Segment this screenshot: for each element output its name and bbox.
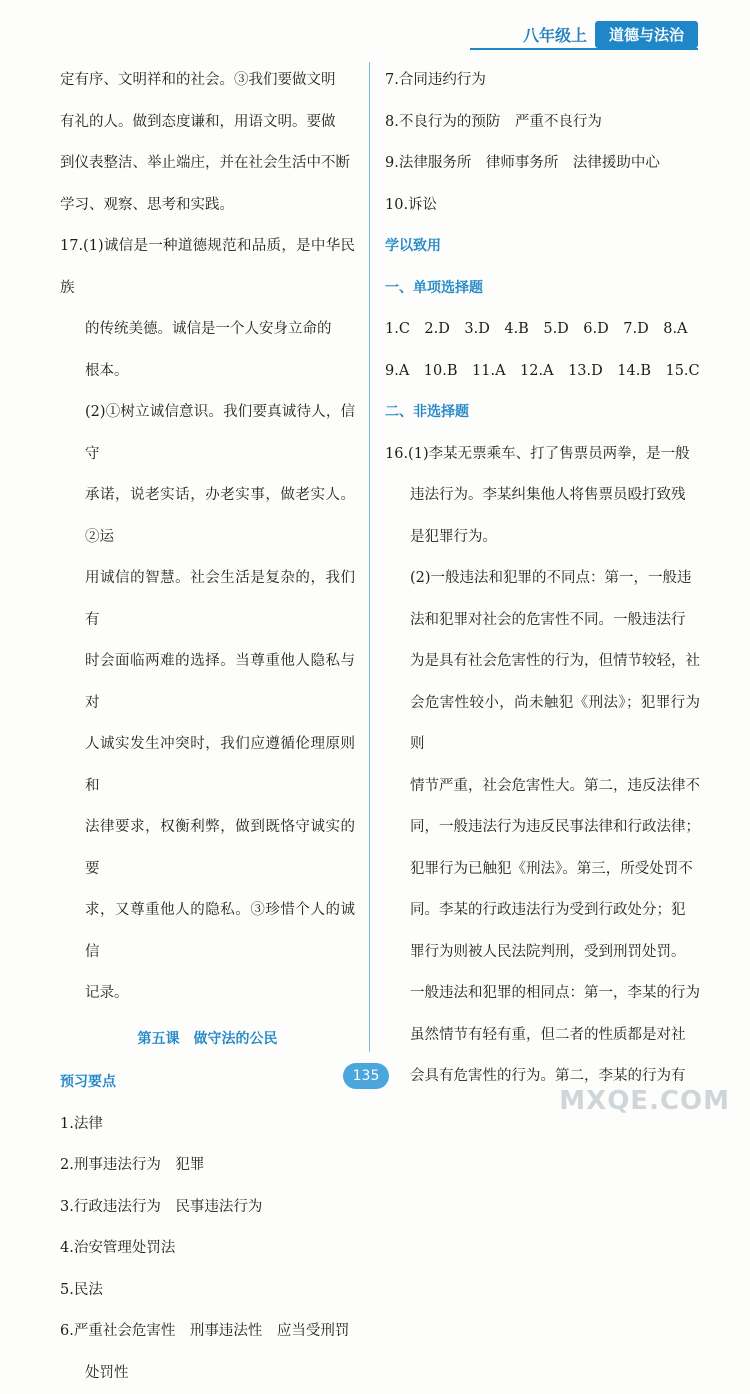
list-item: 3.行政违法行为 民事违法行为 [60,1187,355,1229]
answer-17-part2: (2)①树立诚信意识。我们要真诚待人，信守 承诺，说老实话，办老实事，做老实人。②运 用诚信的智慧。社会生活是复杂的，我们有 时会面临两难的选择。当尊重他人隐私与对 人诚实发生冲突时，我们应遵循伦理原则和 法律要求，权衡利弊，做到既恪守诚实的要 求，又尊重他人的隐私。③珍惜个人的诚信 记录。 [60,392,355,1015]
list-item: 8.不良行为的预防 严重不良行为 [385,102,700,144]
subheading-single-choice: 一、单项选择题 [385,268,700,310]
list-item: 6.严重社会危害性 刑事违法性 应当受刑罚 [60,1311,355,1353]
column-divider [369,62,370,1052]
choice-answers: 1.C 2.D 3.D 4.B 5.D 6.D 7.D 8.A 9.A 10.B 11.A 12.A 13.D 14.B 15.C [385,309,700,392]
list-item: 5.民法 [60,1270,355,1312]
header-rule [470,48,698,50]
page-header [523,18,698,50]
subheading-non-choice: 二、非选择题 [385,392,700,434]
answer-17-part1: 17.(1)诚信是一种道德规范和品质，是中华民族 的传统美德。诚信是一个人安身立命的 根本。 [60,226,355,392]
section-heading-preview: 预习要点 [60,1062,355,1104]
lesson-title: 第五课 做守法的公民 [60,1019,355,1061]
list-item-continuation: 处罚性 [60,1353,355,1394]
page-number: 135 [343,1063,389,1089]
section-heading-practice: 学以致用 [385,226,700,268]
list-item: 2.刑事违法行为 犯罪 [60,1145,355,1187]
paragraph-civility: 定有序、文明祥和的社会。③我们要做文明 有礼的人。做到态度谦和，用语文明。要做 到仪表整洁、举止端庄，并在社会生活中不断 学习、观察、思考和实践。 [60,60,355,226]
answer-16-part2: (2)一般违法和犯罪的不同点：第一，一般违 法和犯罪对社会的危害性不同。一般违法行 为是具有社会危害性的行为，但情节较轻，社 会危害性较小，尚未触犯《刑法》；犯罪行为则 情节严重，社会危害性大。第二，违反法律不 同，一般违法行为违反民事法律和行政法律； 犯罪行为已触犯《刑法》。第三，所受处罚不 同。李某的行政违法行为受到行政处分；犯 罪行为则被人民法院判刑，受到刑罚处罚。 一般违法和犯罪的相同点：第一，李某的行为 虽然情节有轻有重，但二者的性质都是对社 会具有危害性的行为。第二，李某的行为有 [385,558,700,1098]
list-item: 4.治安管理处罚法 [60,1228,355,1270]
list-item: 10.诉讼 [385,185,700,227]
answer-16-part1: 16.(1)李某无票乘车、打了售票员两拳，是一般 违法行为。李某纠集他人将售票员殴打致残 是犯罪行为。 [385,434,700,559]
list-item: 7.合同违约行为 [385,60,700,102]
list-item: 9.法律服务所 律师事务所 法律援助中心 [385,143,700,185]
left-column [60,60,355,1394]
preview-list [60,1104,355,1394]
preview-list-cont [385,60,700,226]
list-item: 1.法律 [60,1104,355,1146]
subject-badge: 道德与法治 [595,21,698,48]
watermark-logo: MXQE.COM [559,1086,730,1116]
right-column [385,60,700,1098]
grade-label: 八年级上 [523,23,587,46]
